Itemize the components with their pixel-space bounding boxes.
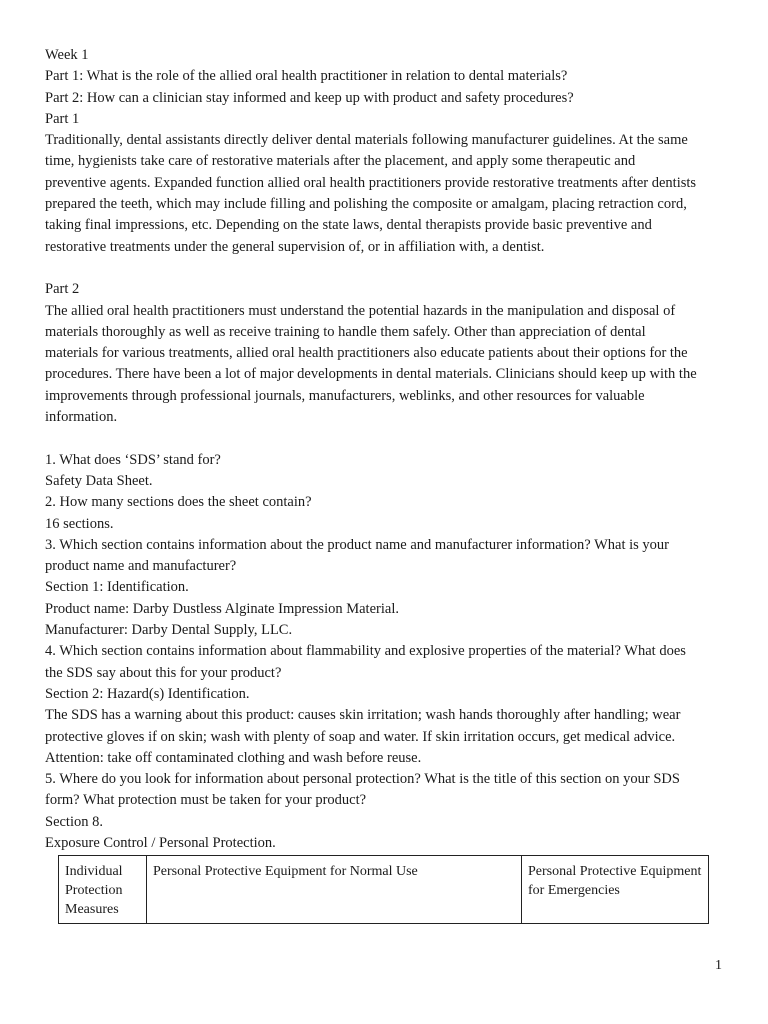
qa-line: 2. How many sections does the sheet contain?	[45, 494, 312, 511]
paragraph-line: materials for various treatments, allied oral health practitioners also educate patients about their options for the	[45, 345, 688, 362]
week-heading: Week 1	[45, 47, 89, 63]
qa-line: Product name: Darby Dustless Alginate Impression Material.	[45, 600, 399, 617]
qa-line: the SDS say about this for your product?	[45, 664, 282, 681]
table-cell-emergencies: Personal Protective Equipment for Emergencies	[522, 856, 709, 924]
paragraph-line: procedures. There have been a lot of major developments in dental materials. Clinicians should keep up with the	[45, 366, 697, 383]
qa-line: Attention: take off contaminated clothing and wash before reuse.	[45, 749, 422, 766]
paragraph-line: prepared the teeth, which may include filling and polishing the composite or amalgam, placing retraction cord,	[45, 196, 687, 213]
qa-line: form? What protection must be taken for your product?	[45, 792, 367, 809]
paragraph-line: Traditionally, dental assistants directly deliver dental materials following manufacturer guidelines. At the same	[45, 132, 688, 149]
page-number: 1	[715, 958, 722, 973]
qa-line: protective gloves if on skin; wash with plenty of soap and water. If skin irritation occurs, get medical advice.	[45, 728, 676, 745]
paragraph-line: restorative treatments under the general supervision of, or in affiliation with, a dentist.	[45, 238, 545, 255]
paragraph-line: materials thoroughly as well as receive training to handle them safely. Other than appreciation of dental	[45, 323, 646, 340]
table-cell-individual-protection: Individual Protection Measures	[59, 856, 147, 924]
paragraph-line: time, hygienists take care of restorative materials after the placement, and apply some therapeutic and	[45, 153, 636, 170]
part1-question: Part 1: What is the role of the allied oral health practitioner in relation to dental materials?	[45, 68, 568, 85]
table-row	[59, 856, 709, 924]
part2-answer	[45, 301, 730, 429]
part2-question: Part 2: How can a clinician stay informed and keep up with product and safety procedures?	[45, 89, 574, 106]
part1-answer	[45, 130, 730, 258]
part1-heading: Part 1	[45, 110, 80, 127]
paragraph-line: The allied oral health practitioners must understand the potential hazards in the manipulation and disposal of	[45, 302, 676, 319]
paragraph-line: preventive agents. Expanded function allied oral health practitioners provide restorative treatments after dentists	[45, 174, 697, 191]
document-page	[45, 45, 730, 924]
qa-line: Section 1: Identification.	[45, 579, 189, 596]
paragraph-line: improvements through professional journals, manufacturers, weblinks, and other resources for valuable	[45, 387, 645, 404]
blank-line	[45, 428, 730, 449]
qa-line: The SDS has a warning about this product: causes skin irritation; wash hands thoroughly after handling; wear	[45, 707, 681, 724]
qa-line: Safety Data Sheet.	[45, 472, 153, 489]
qa-line: 3. Which section contains information about the product name and manufacturer information? What is your	[45, 536, 669, 553]
qa-line: 4. Which section contains information about flammability and explosive properties of the material? What does	[45, 643, 686, 660]
qa-line: product name and manufacturer?	[45, 558, 237, 575]
qa-line: Exposure Control / Personal Protection.	[45, 834, 276, 851]
qa-line: Section 2: Hazard(s) Identification.	[45, 685, 250, 702]
qa-line: Section 8.	[45, 813, 103, 830]
part2-heading: Part 2	[45, 281, 80, 298]
qa-line: 16 sections.	[45, 515, 114, 532]
paragraph-line: information.	[45, 409, 118, 426]
blank-line	[45, 258, 730, 279]
qa-line: Manufacturer: Darby Dental Supply, LLC.	[45, 622, 293, 639]
table-cell-normal-use: Personal Protective Equipment for Normal Use	[147, 856, 522, 924]
sds-questions	[45, 450, 730, 855]
ppe-table	[58, 855, 709, 924]
paragraph-line: taking final impressions, etc. Depending on the state laws, dental therapists provide basic preventive and	[45, 217, 652, 234]
qa-line: 1. What does ‘SDS’ stand for?	[45, 451, 221, 468]
qa-line: 5. Where do you look for information about personal protection? What is the title of this section on your SDS	[45, 771, 680, 788]
